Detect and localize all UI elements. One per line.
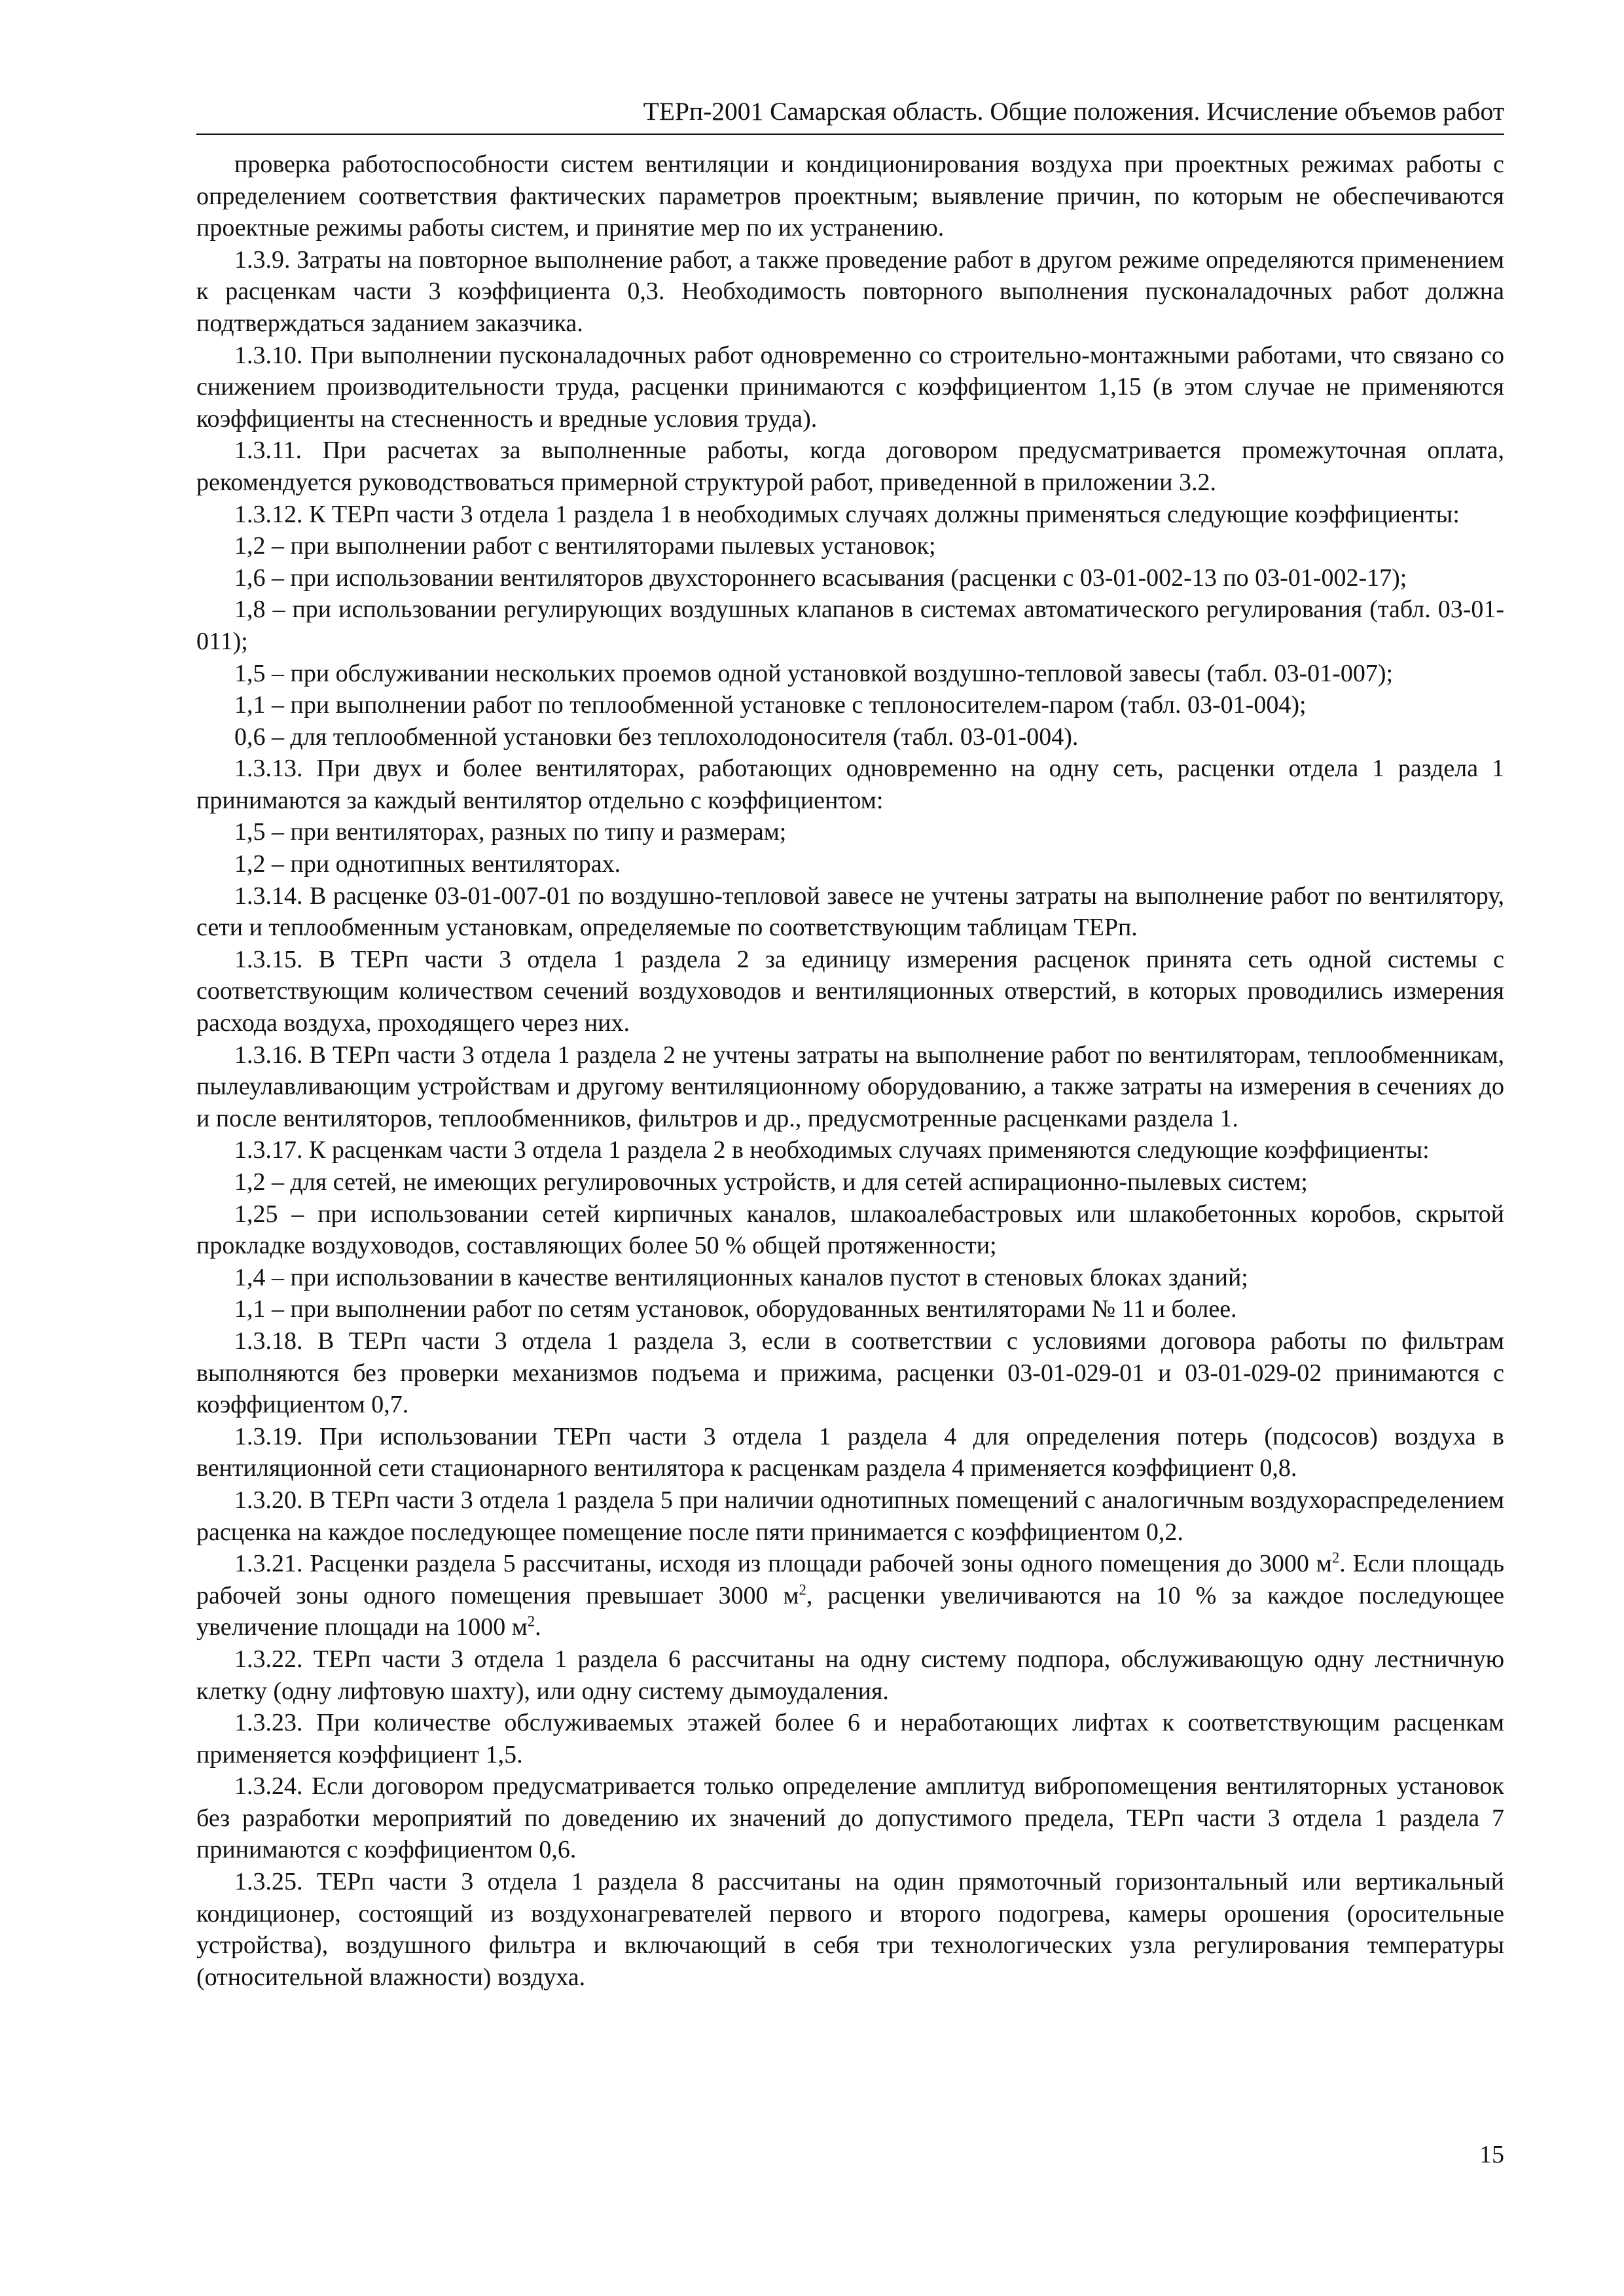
paragraph-1-3-13: 1.3.13. При двух и более вентиляторах, работающих одновременно на одну сеть, расценки отдела 1 раздела 1 принимаются за каждый вентилятор отдельно с коэффициентом:: [196, 755, 1504, 814]
coefficient-item: 1,5 – при вентиляторах, разных по типу и размерам;: [234, 818, 787, 846]
coefficient-item: 1,8 – при использовании регулирующих воздушных клапанов в системах автоматического регулирования (табл. 03-01-011);: [196, 596, 1504, 655]
p21-part-a: 1.3.21. Расценки раздела 5 рассчитаны, исходя из площади рабочей зоны одного помещения до 3000 м: [234, 1550, 1332, 1578]
paragraph-1-3-24: 1.3.24. Если договором предусматривается только определение амплитуд вибропомещения вентиляторных установок без разработки мероприятий по доведению их значений до допустимого предела, ТЕРп части 3 отдела 1 раздела 7 принимаются с коэффициентом 0,6.: [196, 1772, 1504, 1864]
paragraph-1-3-25: 1.3.25. ТЕРп части 3 отдела 1 раздела 8 рассчитаны на один прямоточный горизонтальный или вертикальный кондиционер, состоящий из воздухонагревателей первого и второго подогрева, камеры орошения (оросительные устройства), воздушного фильтра и включающий в себя три технологических узла регулирования температуры (относительной влажности) воздуха.: [196, 1868, 1504, 1991]
paragraph-1-3-21: [196, 1548, 1504, 1643]
p21-part-d: .: [535, 1613, 541, 1641]
header-rule: [196, 134, 1504, 135]
coefficient-item: 1,5 – при обслуживании нескольких проемов одной установкой воздушно-тепловой завесы (табл. 03-01-007);: [234, 659, 1394, 687]
coefficient-item: 1,1 – при выполнении работ по теплообменной установке с теплоносителем-паром (табл. 03-01-004);: [234, 691, 1307, 719]
coefficient-item: 1,1 – при выполнении работ по сетям установок, оборудованных вентиляторами № 11 и более.: [234, 1295, 1237, 1323]
p21-part-b: . Если площадь рабочей зоны одного помещения превышает 3000 м: [196, 1550, 1504, 1609]
superscript-2: 2: [799, 1581, 806, 1598]
coefficient-item: 1,25 – при использовании сетей кирпичных каналов, шлакоалебастровых или шлакобетонных коробов, скрытой прокладке воздуховодов, составляющих более 50 % общей протяженности;: [196, 1200, 1504, 1260]
coefficient-item: 0,6 – для теплообменной установки без теплохолодоносителя (табл. 03-01-004).: [234, 723, 1079, 751]
coefficient-item: 1,2 – при выполнении работ с вентиляторами пылевых установок;: [234, 532, 936, 560]
paragraph-1-3-22: 1.3.22. ТЕРп части 3 отдела 1 раздела 6 рассчитаны на одну систему подпора, обслуживающую одну лестничную клетку (одну лифтовую шахту), или одну систему дымоудаления.: [196, 1645, 1504, 1705]
paragraph-1-3-9: 1.3.9. Затраты на повторное выполнение работ, а также проведение работ в другом режиме определяются применением к расценкам части 3 коэффициента 0,3. Необходимость повторного выполнения пусконаладочных работ должна подтверждаться заданием заказчика.: [196, 245, 1504, 337]
paragraph-1-3-17: 1.3.17. К расценкам части 3 отдела 1 раздела 2 в необходимых случаях применяются следующие коэффициенты:: [234, 1136, 1430, 1164]
paragraph-1-3-11: 1.3.11. При расчетах за выполненные работы, когда договором предусматривается промежуточная оплата, рекомендуется руководствоваться примерной структурой работ, приведенной в приложении 3.2.: [196, 437, 1504, 496]
paragraph-1-3-15: 1.3.15. В ТЕРп части 3 отдела 1 раздела 2 за единицу измерения расценок принята сеть одной системы с соответствующим количеством сечений воздуховодов и вентиляционных отверстий, в которых проводились измерения расхода воздуха, проходящего через них.: [196, 945, 1504, 1037]
p21-part-c: , расценки увеличиваются на 10 % за каждое последующее увеличение площади на 1000 м: [196, 1581, 1505, 1641]
coefficient-item: 1,4 – при использовании в качестве вентиляционных каналов пустот в стеновых блоках зданий;: [234, 1263, 1248, 1291]
coefficient-item: 1,6 – при использовании вентиляторов двухстороннего всасывания (расценки с 03-01-002-13 по 03-01-002-17);: [234, 564, 1407, 592]
superscript-2: 2: [1331, 1549, 1340, 1566]
coefficient-item: 1,2 – для сетей, не имеющих регулировочных устройств, и для сетей аспирационно-пылевых систем;: [234, 1168, 1308, 1196]
coefficient-item: 1,2 – при однотипных вентиляторах.: [234, 850, 621, 878]
paragraph-1-3-14: 1.3.14. В расценке 03-01-007-01 по воздушно-тепловой завесе не учтены затраты на выполнение работ по вентилятору, сети и теплообменным установкам, определяемые по соответствующим таблицам ТЕРп.: [196, 882, 1504, 942]
paragraph-1-3-12: 1.3.12. К ТЕРп части 3 отдела 1 раздела 1 в необходимых случаях должны применяться следующие коэффициенты:: [234, 500, 1460, 528]
body-text: [196, 149, 1504, 1993]
page-number: 15: [1479, 2141, 1504, 2168]
paragraph-1-3-18: 1.3.18. В ТЕРп части 3 отдела 1 раздела 3, если в соответствии с условиями договора работы по фильтрам выполняются без проверки механизмов подъема и прижима, расценки 03-01-029-01 и 03-01-029-02 принимаются с коэффициентом 0,7.: [196, 1327, 1504, 1419]
paragraph-1-3-19: 1.3.19. При использовании ТЕРп части 3 отдела 1 раздела 4 для определения потерь (подсосов) воздуха в вентиляционной сети стационарного вентилятора к расценкам раздела 4 применяется коэффициент 0,8.: [196, 1422, 1504, 1482]
paragraph-1-3-20: 1.3.20. В ТЕРп части 3 отдела 1 раздела 5 при наличии однотипных помещений с аналогичным воздухораспределением расценка на каждое последующее помещение после пяти принимается с коэффициентом 0,2.: [196, 1486, 1504, 1546]
paragraph-1-3-23: 1.3.23. При количестве обслуживаемых этажей более 6 и неработающих лифтах к соответствующим расценкам применяется коэффициент 1,5.: [196, 1709, 1504, 1768]
paragraph-1-3-10: 1.3.10. При выполнении пусконаладочных работ одновременно со строительно-монтажными работами, что связано со снижением производительности труда, расценки принимаются с коэффициентом 1,15 (в этом случае не применяются коэффициенты на стесненность и вредные условия труда).: [196, 341, 1504, 433]
paragraph-continuation: проверка работоспособности систем вентиляции и кондиционирования воздуха при проектных режимах работы с определением соответствия фактических параметров проектным; выявление причин, по которым не обеспечиваются проектные режимы работы систем, и принятие мер по их устранению.: [196, 151, 1504, 242]
running-header: ТЕРп-2001 Самарская область. Общие положения. Исчисление объемов работ: [643, 97, 1504, 126]
paragraph-1-3-16: 1.3.16. В ТЕРп части 3 отдела 1 раздела 2 не учтены затраты на выполнение работ по вентиляторам, теплообменникам, пылеулавливающим устройствам и другому вентиляционному оборудованию, а также затраты на измерения в сечениях до и после вентиляторов, теплообменников, фильтров и др., предусмотренные расценками раздела 1.: [196, 1041, 1504, 1132]
superscript-2: 2: [527, 1613, 535, 1630]
